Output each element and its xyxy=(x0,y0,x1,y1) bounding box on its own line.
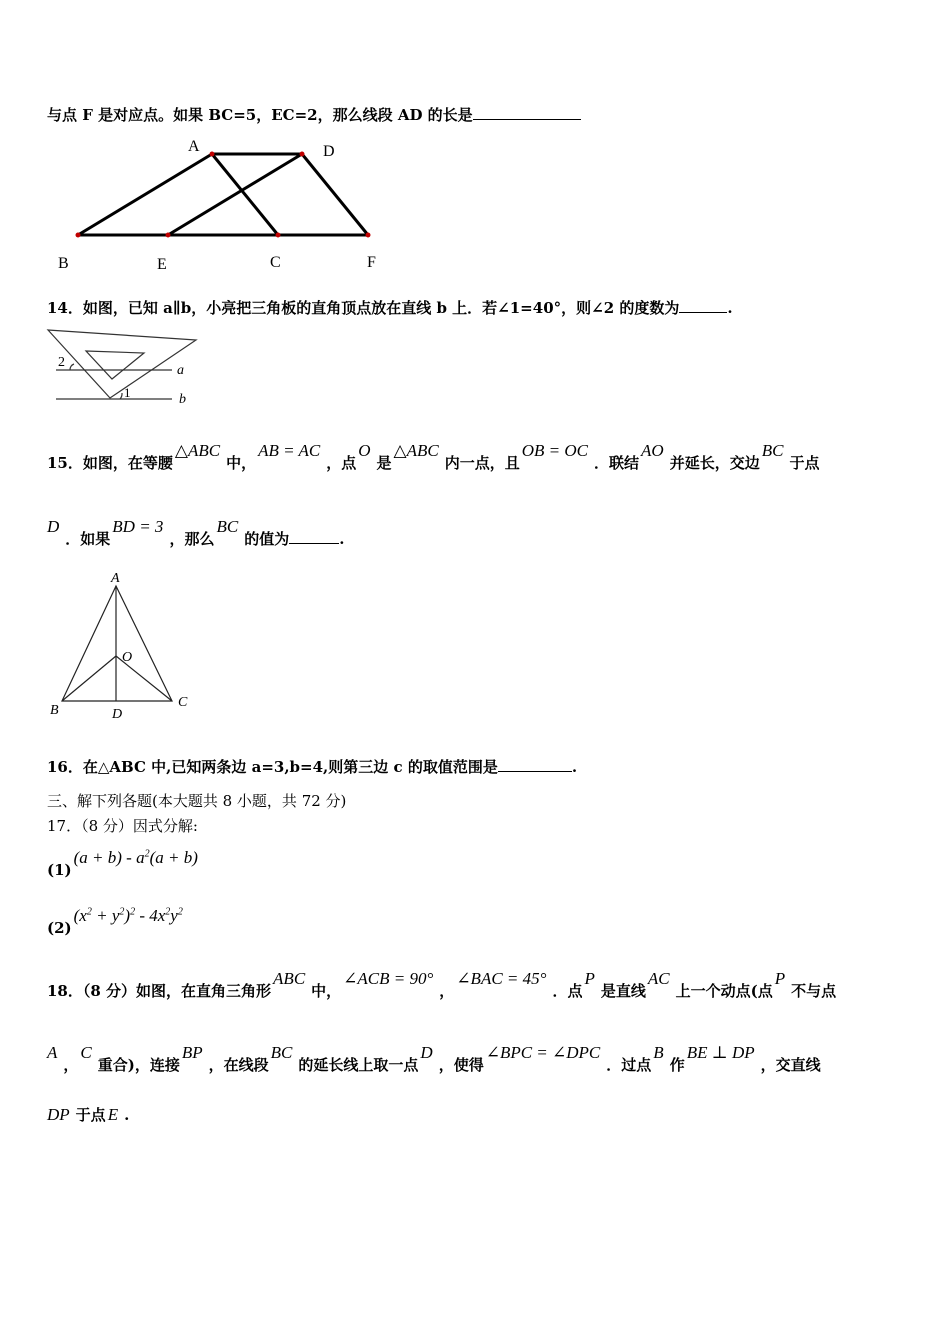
q15-answer-blank[interactable] xyxy=(289,531,339,544)
math-be-perp-dp: BE ⊥ DP xyxy=(686,1043,755,1062)
math-expr-2: $(x^2 + y^2)^2 - 4x^2y^2$ xyxy=(73,906,183,925)
q15-line1: 15．如图，在等腰△ABC中，AB = AC，点O是△ABC内一点，且OB = OC．联结AO并延长，交边BC于点 xyxy=(47,441,820,472)
segment-bo xyxy=(62,656,116,701)
point-c xyxy=(276,233,281,238)
label-angle-2: 2 xyxy=(58,355,65,370)
math-b: B xyxy=(653,1043,664,1062)
q14-answer-blank[interactable] xyxy=(679,300,727,313)
q18-line2: A，C重合)，连接BP，在线段BC的延长线上取一点D，使得∠BPC = ∠DPC．过点B作BE ⊥ DP，交直线 xyxy=(47,1043,821,1074)
triangle-ruler-inner xyxy=(86,351,144,379)
math-p-2: P xyxy=(774,969,786,988)
q14-question: 14．如图，已知 a∥b，小亮把三角板的直角顶点放在直线 b 上．若∠1=40°，则∠2 的度数为 xyxy=(47,299,680,317)
math-bc: BC xyxy=(761,441,784,460)
label-line-b: b xyxy=(179,392,186,407)
math-bc: BC xyxy=(270,1043,293,1062)
label-d: D xyxy=(112,707,123,722)
label-c: C xyxy=(178,695,188,710)
q16-question: 16．在△ABC 中,已知两条边 a=3,b=4,则第三边 c 的取值范围是 xyxy=(47,758,498,776)
point-f xyxy=(366,233,371,238)
q14-text: 14．如图，已知 a∥b，小亮把三角板的直角顶点放在直线 b 上．若∠1=40°，则∠2 的度数为 . xyxy=(47,299,733,317)
triangle-ruler-outer xyxy=(48,330,196,398)
math-angle-bpc-dpc: ∠BPC = ∠DPC xyxy=(485,1043,601,1062)
q13-answer-blank[interactable] xyxy=(473,107,581,120)
triangle-abc xyxy=(62,586,172,701)
q13-figure xyxy=(50,135,400,275)
label-b: B xyxy=(50,703,59,718)
math-bd-eq-3: BD = 3 xyxy=(112,517,164,536)
segment-ac xyxy=(212,154,278,235)
section-title: 三、解下列各题(本大题共 8 小题，共 72 分) xyxy=(47,792,347,810)
label-o: O xyxy=(122,650,133,665)
angle-2-arc xyxy=(70,364,74,370)
q15-line2: D．如果BD = 3，那么BC的值为 . xyxy=(47,517,345,548)
math-ac: AC xyxy=(647,969,670,988)
math-triangle-abc: △ABC xyxy=(174,441,221,460)
label-f: F xyxy=(367,254,376,271)
segment-de xyxy=(168,154,302,235)
q13-question: 与点 F 是对应点。如果 BC=5，EC=2，那么线段 AD 的长是 xyxy=(47,106,473,124)
label-a: A xyxy=(188,138,200,155)
label-e: E xyxy=(157,256,167,273)
math-p: P xyxy=(584,969,595,988)
math-d: D xyxy=(420,1043,433,1062)
math-o: O xyxy=(358,441,371,460)
q18-line1: 18．（8 分）如图，在直角三角形ABC中，∠ACB = 90°，∠BAC = 45°．点P是直线AC上一个动点(点P不与点 xyxy=(47,969,837,1000)
q17-part2-label: (2) xyxy=(47,919,72,937)
math-ao: AO xyxy=(641,441,664,460)
q17-part1-label: (1) xyxy=(47,861,72,879)
q17-part1 xyxy=(47,848,204,880)
q17-part2 xyxy=(47,906,189,938)
math-abc: ABC xyxy=(273,969,306,988)
q17-title: 17．（8 分）因式分解: xyxy=(47,817,198,835)
math-expr-1: $(a + b) - a^2(a + b)$ xyxy=(73,848,198,867)
q16-answer-blank[interactable] xyxy=(498,759,572,772)
math-e: E xyxy=(107,1105,119,1124)
math-d: D xyxy=(47,517,60,536)
label-c: C xyxy=(270,254,281,271)
math-triangle-abc-2: △ABC xyxy=(393,441,439,460)
point-d xyxy=(300,152,305,157)
q15-figure xyxy=(44,568,204,728)
segment-ab xyxy=(78,154,212,235)
point-e xyxy=(166,233,171,238)
segment-df xyxy=(302,154,368,235)
q18-line3: DP 于点 E . xyxy=(47,1105,130,1124)
math-dp: DP xyxy=(47,1105,70,1124)
math-ob-eq-oc: OB = OC xyxy=(521,441,588,460)
point-b xyxy=(76,233,81,238)
math-bp: BP xyxy=(181,1043,203,1062)
q14-figure xyxy=(44,324,204,412)
label-a: A xyxy=(111,571,120,586)
q16-text: 16．在△ABC 中,已知两条边 a=3,b=4,则第三边 c 的取值范围是 . xyxy=(47,758,578,776)
math-angle-bac: ∠BAC = 45° xyxy=(456,969,547,988)
math-ab-eq-ac: AB = AC xyxy=(258,441,321,460)
label-line-a: a xyxy=(177,363,184,378)
math-angle-acb: ∠ACB = 90° xyxy=(343,969,434,988)
label-angle-1: 1 xyxy=(124,385,131,400)
math-bc-2: BC xyxy=(216,517,239,536)
math-c: C xyxy=(80,1043,92,1062)
label-d: D xyxy=(323,143,335,160)
angle-1-arc xyxy=(120,393,122,399)
math-a: A xyxy=(47,1043,58,1062)
q13-text xyxy=(47,104,581,125)
label-b: B xyxy=(58,255,69,272)
point-a xyxy=(210,152,215,157)
